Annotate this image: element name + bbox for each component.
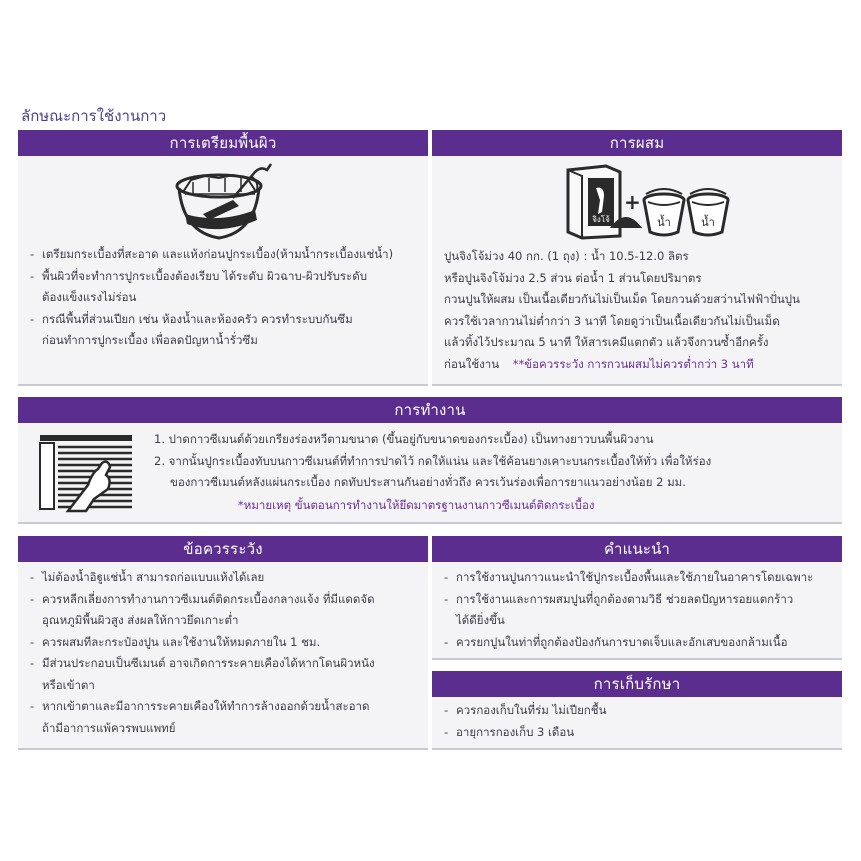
- mix-header-label: การผสม: [609, 134, 665, 152]
- mix-line: ควรใช้เวลากวนไม่ต่ำกว่า 3 นาที โดยดูว่าเป็นเนื้อเดียวกันไม่เป็นเม็ด: [444, 313, 780, 328]
- storage-header: [432, 671, 842, 697]
- water-bucket-icon: [684, 188, 732, 238]
- list-item: หรือเข้าตา: [42, 677, 95, 692]
- work-step: ของกาวซีเมนต์หลังแผ่นกระเบื้อง กดทับประสานกันอย่างทั่วถึง ควรเว้นร่องเพื่อการยาแนวอย่างน้อย 2 มม.: [170, 475, 686, 489]
- list-item: - ควรยกปูนในท่าที่ถูกต้องป้องกันการบาดเจ็บและอักเสบของกล้ามเนื้อ: [444, 632, 836, 654]
- caution-panel: [18, 536, 428, 750]
- advice-header: [432, 536, 842, 562]
- list-item: ถ้ามีอาการแพ้ควรพบแพทย์: [42, 720, 176, 735]
- storage-panel: [432, 671, 842, 750]
- caution-list: [30, 567, 420, 739]
- tile-wall-icon: [38, 433, 134, 513]
- list-item: - กรณีพื้นที่ส่วนเปียก เช่น ห้องน้ำและห้องครัว ควรทำระบบกันซึม: [30, 309, 420, 331]
- list-item: - ควรผสมทีละกระป๋องปูน และใช้งานให้หมดภายใน 1 ชม.: [30, 632, 420, 654]
- caution-header: [18, 536, 428, 562]
- list-item: - พื้นผิวที่จะทำการปูกระเบื้องต้องเรียบ ได้ระดับ ผิวฉาบ-ผิวปรับระดับ: [30, 266, 420, 288]
- list-item: อุณหภูมิพื้นผิวสูง ส่งผลให้กาวยึดเกาะต่ำ: [42, 613, 239, 627]
- list-item: ต้องแข็งแรงไม่ร่อน: [42, 290, 137, 304]
- mix-warning: **ข้อควรระวัง การกวนผสมไม่ควรต่ำกว่า 3 นาที: [512, 356, 754, 371]
- list-item: - ไม่ต้องน้ำอิฐูแช่น้ำ สามารถก่อแบบแห้งได้เลย: [30, 567, 420, 589]
- list-item: - ควรหลีกเลี่ยงการทำงานกาวซีเมนต์ติดกระเบื้องกลางแจ้ง ที่มีแดดจัด: [30, 589, 420, 611]
- water-label-2: น้ำ: [701, 216, 715, 229]
- mix-header: [432, 130, 842, 156]
- list-item: - หากเข้าตาและมีอาการระคายเคืองให้ทำการล้างออกด้วยน้ำสะอาด: [30, 696, 420, 718]
- list-item: - เตรียมกระเบื้องที่สะอาด และแห้งก่อนปูกระเบื้อง(ห้ามน้ำกระเบื้องแช่น้ำ): [30, 244, 420, 266]
- list-item: - ควรกองเก็บในที่ร่ม ไม่เปียกชื้น: [444, 700, 836, 722]
- mix-panel: [432, 130, 842, 386]
- mix-line: แล้วทิ้งไว้ประมาณ 5 นาที ให้สารเคมีแตกตัว แล้วจึงกวนซ้ำอีกครั้ง: [444, 335, 769, 349]
- bag-label: จิงโจ้: [592, 215, 610, 224]
- mix-line-last: [444, 354, 836, 376]
- prep-panel: [18, 130, 428, 386]
- work-step: 1. ปาดกาวซีเมนต์ด้วยเกรียงร่องหวีตามขนาด (ขึ้นอยู่กับขนาดของกระเบื้อง) เป็นทางยาวบนพื้นผิวงาน: [154, 432, 654, 446]
- list-item: - การใช้งานปูนกาวแนะนำใช้ปูกระเบื้องพื้นและใช้ภายในอาคารโดยเฉพาะ: [444, 567, 836, 589]
- list-item: ก่อนทำการปูกระเบื้อง เพื่อลดปัญหาน้ำรั่วซึม: [42, 333, 258, 347]
- storage-list: [444, 700, 836, 743]
- work-note: *หมายเหตุ ขั้นตอนการทำงานให้ยึดมาตรฐานงานกาวซีเมนต์ติดกระเบื้อง: [238, 498, 595, 512]
- list-item: ได้ดียิ่งขึ้น: [456, 613, 505, 627]
- advice-header-label: คำแนะนำ: [603, 540, 671, 558]
- mix-line: กวนปูนให้ผสม เป็นเนื้อเดียวกันไม่เป็นเม็ด โดยกวนด้วยสว่านไฟฟ้าปั่นปูน: [444, 292, 800, 306]
- caution-header-label: ข้อควรระวัง: [183, 540, 263, 558]
- water-label-1: น้ำ: [657, 216, 671, 229]
- work-steps: [154, 429, 834, 494]
- work-panel: [18, 397, 842, 524]
- list-item: - มีส่วนประกอบเป็นซีเมนต์ อาจเกิดการระคายเคืองได้หากโดนผิวหนัง: [30, 653, 420, 675]
- list-item: - การใช้งานและการผสมปูนที่ถูกต้องตามวิธี ช่วยลดปัญหารอยแตกร้าว: [444, 589, 836, 611]
- page-title: ลักษณะการใช้งานกาว: [21, 107, 167, 125]
- list-item: - อายุการกองเก็บ 3 เดือน: [444, 722, 836, 744]
- water-bucket-icon: [640, 188, 688, 238]
- prep-list: [30, 244, 420, 352]
- advice-list: [444, 567, 836, 653]
- mix-line: ปูนจิงโจ้ม่วง 40 กก. (1 ถุง) : น้ำ 10.5-12.0 ลิตร: [444, 249, 689, 263]
- prep-header-label: การเตรียมพื้นผิว: [169, 134, 277, 152]
- work-step: 2. จากนั้นปูกระเบื้องทับบนกาวซีเมนต์ที่ทำการปาดไว้ กดให้แน่น และใช้ค้อนยางเคาะบนกระเบื้องให้ทั่ว เพื่อให้ร่อง: [154, 453, 712, 468]
- powder-pile-icon: [608, 208, 644, 230]
- plus-icon: +: [624, 190, 641, 214]
- mix-text: [444, 246, 836, 375]
- storage-header-label: การเก็บรักษา: [593, 675, 681, 693]
- bucket-mixing-icon: [173, 162, 277, 244]
- advice-panel: [432, 536, 842, 660]
- prep-header: [18, 130, 428, 156]
- work-header: [18, 397, 842, 423]
- work-header-label: การทำงาน: [394, 401, 466, 419]
- mix-line: หรือปูนจิงโจ้ม่วง 2.5 ส่วน ต่อน้ำ 1 ส่วนโดยปริมาตร: [444, 270, 702, 285]
- mix-last-line: ก่อนใช้งาน: [444, 356, 500, 371]
